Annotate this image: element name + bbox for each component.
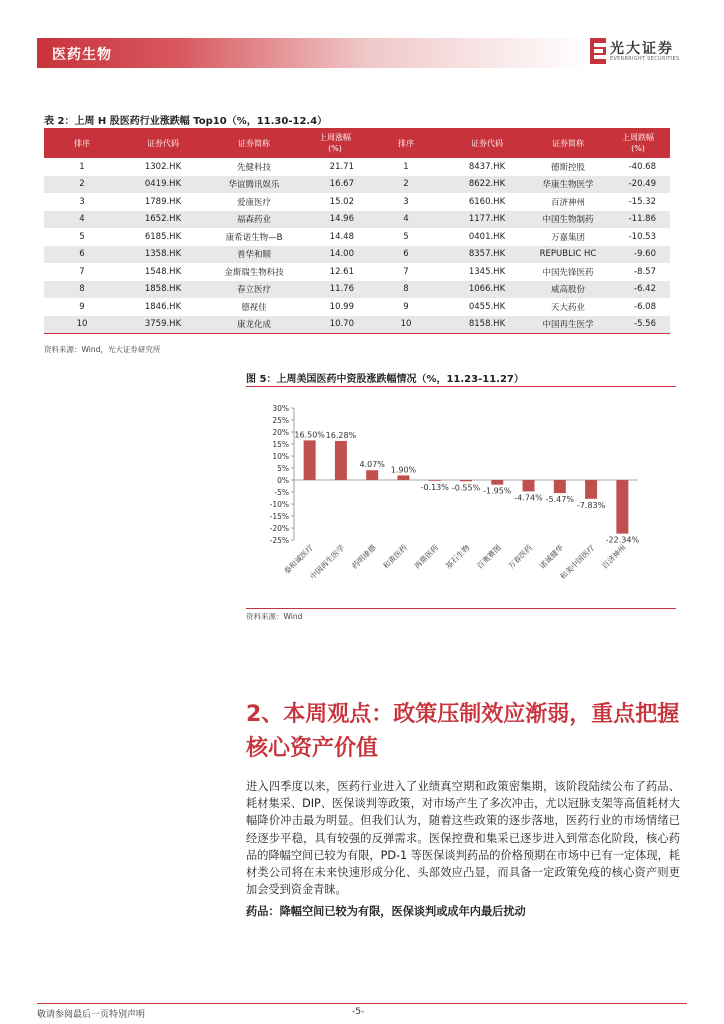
table-header-cell: 证券简称 (530, 128, 606, 158)
table-cell: 16.67 (302, 176, 368, 194)
brand-subtitle: EVERBRIGHT SECURITIES (610, 56, 680, 62)
chart-bar (554, 480, 566, 493)
table-cell: 11.76 (302, 281, 368, 299)
table-cell: 威高股份 (530, 281, 606, 299)
table-cell: -6.42 (606, 281, 670, 299)
table-cell: -40.68 (606, 158, 670, 176)
table-body (44, 158, 670, 333)
x-tick-label: 泰和诚医疗 (282, 543, 316, 576)
page-number: -5- (352, 1007, 365, 1017)
table-cell: -6.08 (606, 298, 670, 316)
table-cell: 7 (368, 263, 444, 281)
table-cell: 10.99 (302, 298, 368, 316)
y-tick-label: -20% (269, 524, 289, 533)
chart-bar (523, 480, 535, 491)
table-cell: -20.49 (606, 176, 670, 194)
y-tick-label: 25% (272, 416, 289, 425)
x-tick-label: 诺诚健华 (537, 543, 566, 571)
table-cell: 1177.HK (444, 211, 530, 229)
y-tick-label: 0% (277, 476, 289, 485)
table-header-cell: 上周跌幅 (%) (606, 128, 670, 158)
table-cell: 6160.HK (444, 193, 530, 211)
table-cell: 爱康医疗 (206, 193, 302, 211)
data-label: -0.13% (420, 482, 449, 492)
figure-top-rule (246, 386, 676, 387)
table-cell: 3759.HK (120, 316, 206, 334)
chart-bar (429, 480, 441, 481)
table-cell: 春立医疗 (206, 281, 302, 299)
table-cell: 中国先锋医药 (530, 263, 606, 281)
x-tick-label: 基石生物 (443, 543, 472, 571)
table-cell: 福森药业 (206, 211, 302, 229)
chart-bar (304, 440, 316, 480)
table-row (44, 158, 670, 176)
table-row (44, 176, 670, 194)
table-header-row (44, 128, 670, 158)
data-label: -4.74% (514, 493, 543, 503)
table-cell: 0455.HK (444, 298, 530, 316)
y-tick-label: -15% (269, 512, 289, 521)
table-cell: REPUBLIC HC (530, 246, 606, 264)
chart-bar (397, 475, 409, 480)
table-cell: 1548.HK (120, 263, 206, 281)
table-row (44, 316, 670, 334)
table-cell: 先健科技 (206, 158, 302, 176)
table-cell: 8158.HK (444, 316, 530, 334)
data-label: -7.83% (576, 500, 606, 510)
table-cell: 8437.HK (444, 158, 530, 176)
section-title: 2、本周观点：政策压制效应渐弱，重点把握核心资产价值 (246, 702, 680, 761)
table-row (44, 193, 670, 211)
table-cell: -10.53 (606, 228, 670, 246)
table-cell: 德视佳 (206, 298, 302, 316)
x-tick-label: 和美中国医疗 (558, 543, 597, 582)
table-cell: 金斯瑞生物科技 (206, 263, 302, 281)
table-cell: -8.57 (606, 263, 670, 281)
table-cell: 百济神州 (530, 193, 606, 211)
table-cell: 10 (368, 316, 444, 334)
table-cell: 康希诺生物—B (206, 228, 302, 246)
table-cell: 8 (368, 281, 444, 299)
table-cell: 华谊腾讯娱乐 (206, 176, 302, 194)
table-cell: 0401.HK (444, 228, 530, 246)
table-cell: 5 (368, 228, 444, 246)
table-cell: 1846.HK (120, 298, 206, 316)
y-tick-label: -10% (269, 500, 289, 509)
data-label: -5.47% (545, 495, 574, 505)
table-cell: 1652.HK (120, 211, 206, 229)
table-row (44, 298, 670, 316)
y-tick-label: 30% (272, 404, 289, 413)
data-label: 4.07% (359, 460, 385, 470)
table-cell: 1358.HK (120, 246, 206, 264)
brand-name: 光大证券 (610, 41, 674, 57)
data-label: -22.34% (605, 535, 640, 545)
data-label: 1.90% (390, 465, 417, 475)
table-cell: 2 (44, 176, 120, 194)
table-cell: 康龙化成 (206, 316, 302, 334)
table-cell: 0419.HK (120, 176, 206, 194)
table-cell: 华康生物医学 (530, 176, 606, 194)
table-cell: 天大药业 (530, 298, 606, 316)
table-cell: 10 (44, 316, 120, 334)
table-cell: 普华和顺 (206, 246, 302, 264)
table-cell: 10.70 (302, 316, 368, 334)
table-cell: 中国再生医学 (530, 316, 606, 334)
table-row (44, 246, 670, 264)
chart-bar (366, 470, 378, 480)
data-label: -1.95% (483, 486, 512, 496)
table-cell: 3 (368, 193, 444, 211)
header-band (37, 38, 589, 68)
table-cell: 3 (44, 193, 120, 211)
x-tick-label: 药明康德 (350, 543, 378, 571)
footer-rule (37, 1003, 687, 1004)
y-tick-label: 10% (272, 452, 289, 461)
chart-bar (335, 441, 347, 480)
section-label: 医药生物 (52, 47, 112, 63)
table-cell: 万嘉集团 (530, 228, 606, 246)
chart-bar (460, 480, 472, 481)
chart-bar (616, 480, 628, 534)
table-cell: 8357.HK (444, 246, 530, 264)
y-tick-label: 15% (272, 440, 289, 449)
table-cell: 1 (368, 158, 444, 176)
table-cell: 1302.HK (120, 158, 206, 176)
table-cell: -15.32 (606, 193, 670, 211)
x-tick-label: 中国再生医学 (308, 543, 347, 582)
data-label: 16.50% (294, 430, 325, 440)
chart-bar (491, 480, 503, 485)
y-tick-label: 5% (277, 464, 289, 473)
data-label: -0.55% (451, 483, 481, 493)
table-row (44, 263, 670, 281)
table-cell: 1789.HK (120, 193, 206, 211)
table-cell: 7 (44, 263, 120, 281)
table-cell: 1066.HK (444, 281, 530, 299)
table-header-cell: 排序 (44, 128, 120, 158)
table-header-cell: 上周涨幅 (%) (302, 128, 368, 158)
table-cell: -11.86 (606, 211, 670, 229)
subheading: 药品：降幅空间已较为有限，医保谈判或成年内最后扰动 (246, 905, 526, 918)
table-cell: 9 (44, 298, 120, 316)
table-cell: 8 (44, 281, 120, 299)
figure-source: 资料来源：Wind (246, 612, 303, 621)
table-cell: 4 (44, 211, 120, 229)
table-header-cell: 排序 (368, 128, 444, 158)
table-row (44, 281, 670, 299)
table-cell: 1345.HK (444, 263, 530, 281)
hk-top10-table (44, 128, 670, 334)
table-cell: 15.02 (302, 193, 368, 211)
x-tick-label: 和黄医药 (381, 543, 409, 571)
table-caption: 表 2：上周 H 股医药行业涨跌幅 Top10（%，11.30-12.4） (44, 116, 328, 127)
table-cell: 6185.HK (120, 228, 206, 246)
table-header-cell: 证券简称 (206, 128, 302, 158)
table-cell: 4 (368, 211, 444, 229)
table-cell: -9.60 (606, 246, 670, 264)
x-tick-label: 百济神州 (600, 543, 628, 571)
table-header-cell: 证券代码 (444, 128, 530, 158)
x-tick-label: 再鼎医药 (412, 543, 441, 571)
table-cell: 德斯控股 (530, 158, 606, 176)
body-paragraph: 进入四季度以来，医药行业进入了业绩真空期和政策密集期，该阶段陆续公布了药品、耗材集采、DIP、医保谈判等政策，对市场产生了多次冲击，尤以冠脉支架等高值耗材大幅降价冲击最为明显。但我们认为，随着这些政策的逐步落地，医药行业的市场情绪已经逐步平稳，具有较强的反弹需求。医保控费和集采已逐步进入到常态化阶段，核心药品的降幅空间已较为有限，PD-1 等医保谈判药品的价格预期在市场中已有一定体现，耗材类公司将在未来快速形成分化、头部效应凸显，而具备一定政策免疫的核心资产则更加会受到资金青睐。 (246, 780, 680, 897)
table-cell: 6 (44, 246, 120, 264)
x-tick-label: 百奥赛图 (475, 543, 503, 571)
table-cell: 1858.HK (120, 281, 206, 299)
x-tick-label: 万春医药 (506, 543, 534, 571)
brand-logo-icon (590, 38, 606, 64)
table-cell: 6 (368, 246, 444, 264)
table-cell: 9 (368, 298, 444, 316)
figure-bottom-rule (246, 608, 676, 609)
table-cell: 中国生物制药 (530, 211, 606, 229)
chart-bar (585, 480, 597, 499)
table-cell: 12.61 (302, 263, 368, 281)
table-cell: 2 (368, 176, 444, 194)
table-cell: 5 (44, 228, 120, 246)
data-label: 16.28% (325, 430, 357, 440)
table-cell: 14.48 (302, 228, 368, 246)
table-cell: 1 (44, 158, 120, 176)
table-cell: 14.96 (302, 211, 368, 229)
page-header (0, 0, 724, 70)
table-row (44, 228, 670, 246)
table-cell: 14.00 (302, 246, 368, 264)
y-tick-label: -5% (274, 488, 289, 497)
table-header-cell: 证券代码 (120, 128, 206, 158)
table-source: 资料来源：Wind，光大证券研究所 (44, 345, 161, 354)
table-cell: -5.56 (606, 316, 670, 334)
figure-caption: 图 5：上周美国医药中资股涨跌幅情况（%，11.23-11.27） (246, 374, 524, 385)
footer-disclaimer: 敬请参阅最后一页特别声明 (37, 1010, 146, 1020)
table-cell: 21.71 (302, 158, 368, 176)
table-row (44, 211, 670, 229)
y-tick-label: -25% (269, 536, 289, 545)
y-tick-label: 20% (272, 428, 289, 437)
table-cell: 8622.HK (444, 176, 530, 194)
us-chinese-pharma-bar-chart (246, 392, 676, 602)
